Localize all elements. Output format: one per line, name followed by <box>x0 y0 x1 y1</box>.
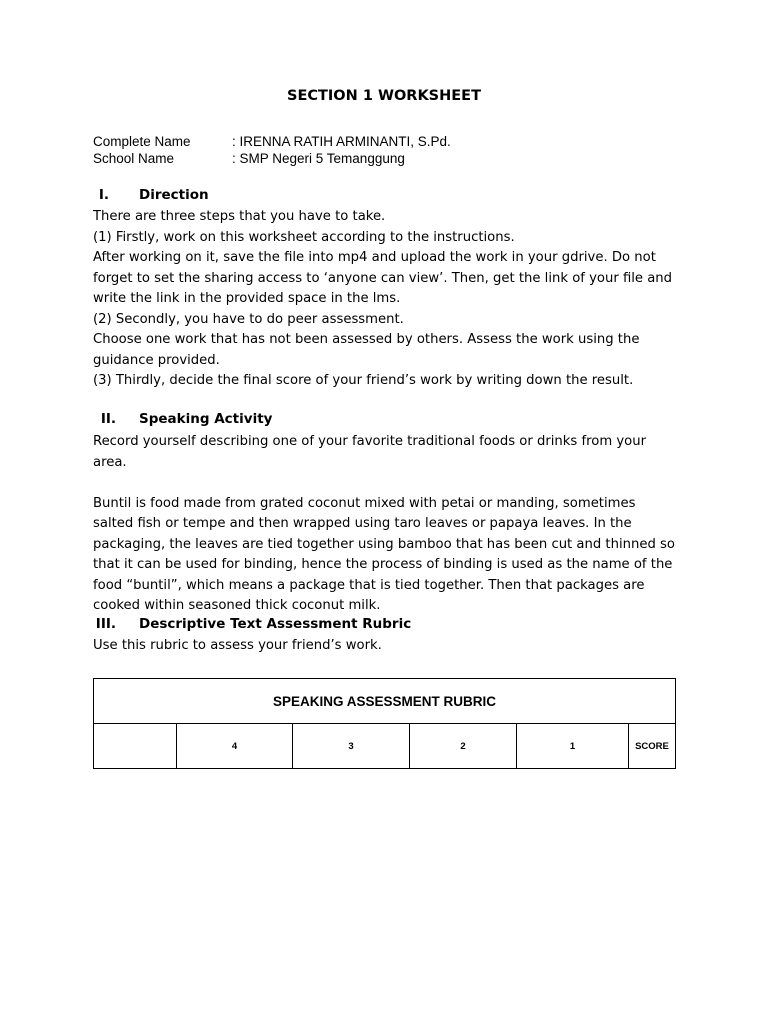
direction-line-1: There are three steps that you have to take. <box>93 209 386 224</box>
rubric-title: SPEAKING ASSESSMENT RUBRIC <box>94 679 676 724</box>
school-name-label: School Name <box>93 151 175 166</box>
rubric-column-row <box>94 724 676 769</box>
speaking-description: Buntil is food made from grated coconut mixed with petai or manding, sometimes salted fish or tempe and then wrapped using taro leaves or papaya leaves. In the packaging, the leaves are tied together using bamboo that has been cut and thinned so that it can be used for binding, hence the process of binding is used as the name of the food “buntil”, which means a package that is tied together. Then that packages are cooked within seasoned thick coconut milk. <box>93 495 675 613</box>
school-name-row <box>93 151 405 166</box>
complete-name-label: Complete Name <box>93 134 191 149</box>
section-1-title: Direction <box>139 187 209 203</box>
rubric-criteria-header <box>94 724 177 769</box>
rubric-title-row <box>94 679 676 724</box>
rubric-instruction: Use this rubric to assess your friend’s work. <box>93 638 382 653</box>
direction-line-2: (1) Firstly, work on this worksheet according to the instructions. <box>93 229 515 245</box>
direction-line-5: Choose one work that has not been assessed by others. Assess the work using the guidance provided. <box>93 332 640 368</box>
direction-line-6: (3) Thirdly, decide the final score of your friend’s work by writing down the result. <box>93 373 634 388</box>
section-3-body <box>93 636 678 657</box>
speaking-instruction: Record yourself describing one of your favorite traditional foods or drinks from your area. <box>93 434 647 470</box>
direction-line-3: After working on it, save the file into mp4 and upload the work in your gdrive. Do not forget to set the sharing access to ‘anyone can view’. Then, get the link of your file and write the link in the provided space in the lms. <box>93 250 673 306</box>
complete-name-row <box>93 134 451 149</box>
school-name-value: : SMP Negeri 5 Temanggung <box>232 151 405 166</box>
speaking-rubric-table <box>93 678 676 769</box>
section-3-title: Descriptive Text Assessment Rubric <box>139 616 412 632</box>
section-1-number: I. <box>98 187 109 203</box>
rubric-col-2: 2 <box>410 724 517 769</box>
rubric-score-header: SCORE <box>629 724 676 769</box>
rubric-col-4: 4 <box>177 724 293 769</box>
section-2-number: II. <box>100 411 116 427</box>
rubric-col-3: 3 <box>293 724 410 769</box>
complete-name-value: : IRENNA RATIH ARMINANTI, S.Pd. <box>232 134 451 149</box>
direction-line-4: (2) Secondly, you have to do peer assessment. <box>93 311 404 327</box>
section-2-title: Speaking Activity <box>139 411 273 427</box>
section-2-body <box>93 432 678 617</box>
section-1-body <box>93 207 678 392</box>
page-title: SECTION 1 WORKSHEET <box>287 88 481 104</box>
section-3-number: III. <box>95 616 116 632</box>
rubric-col-1: 1 <box>517 724 629 769</box>
